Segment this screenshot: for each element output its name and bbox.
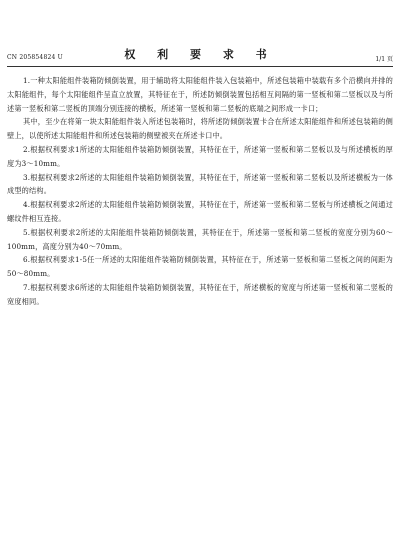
claim-paragraph: 2.根据权利要求1所述的太阳能组件装箱防倾倒装置，其特征在于，所述第一竖板和第二竖板以及与所述横板的厚度为3～10mm。 [7, 144, 393, 168]
claim-paragraph: 3.根据权利要求2所述的太阳能组件装箱防倾倒装置，其特征在于，所述第一竖板和第二竖板以及所述横板为一体成型的结构。 [7, 172, 393, 196]
claim-paragraph: 6.根据权利要求1-5任一所述的太阳能组件装箱防倾倒装置，其特征在于，所述第一竖板和第二竖板之间的间距为50～80mm。 [7, 255, 393, 279]
claim-paragraph: 7.根据权利要求6所述的太阳能组件装箱防倾倒装置，其特征在于，所述横板的宽度与所述第一竖板和第二竖板的宽度相同。 [7, 282, 393, 306]
claims-body [7, 74, 393, 309]
page-number: 1/1 页 [375, 56, 393, 63]
claim-paragraph: 4.根据权利要求2所述的太阳能组件装箱防倾倒装置，其特征在于，所述第一竖板和第二竖板与所述横板之间通过螺纹件相互连接。 [7, 200, 393, 223]
document-title: 权 利 要 求 书 [124, 48, 276, 61]
patent-number: CN 205854824 U [7, 54, 63, 61]
claim-paragraph: 5.根据权利要求2所述的太阳能组件装箱防倾倒装置，其特征在于，所述第一竖板和第二竖板的宽度分别为60～100mm，高度分别为40～70mm。 [7, 227, 393, 251]
claim-paragraph: 1.一种太阳能组件装箱防倾倒装置，用于辅助将太阳能组件装入包装箱中，所述包装箱中装载有多个沿横向并排的太阳能组件，每个太阳能组件呈直立放置，其特征在于，所述防倾倒装置包括相互间隔的第一竖板和第二竖板以及与所述第一竖板和第二竖板的顶端分别连接的横板，所述第一竖板和第二竖板的底端之间形成一卡口； [7, 76, 393, 113]
page-header [7, 44, 393, 67]
claim-paragraph: 其中，至少在将第一块太阳能组件装入所述包装箱时，将所述防倾倒装置卡合在所述太阳能组件和所述包装箱的侧壁上，以使所述太阳能组件和所述包装箱的侧壁被夹在所述卡口中。 [7, 117, 393, 141]
